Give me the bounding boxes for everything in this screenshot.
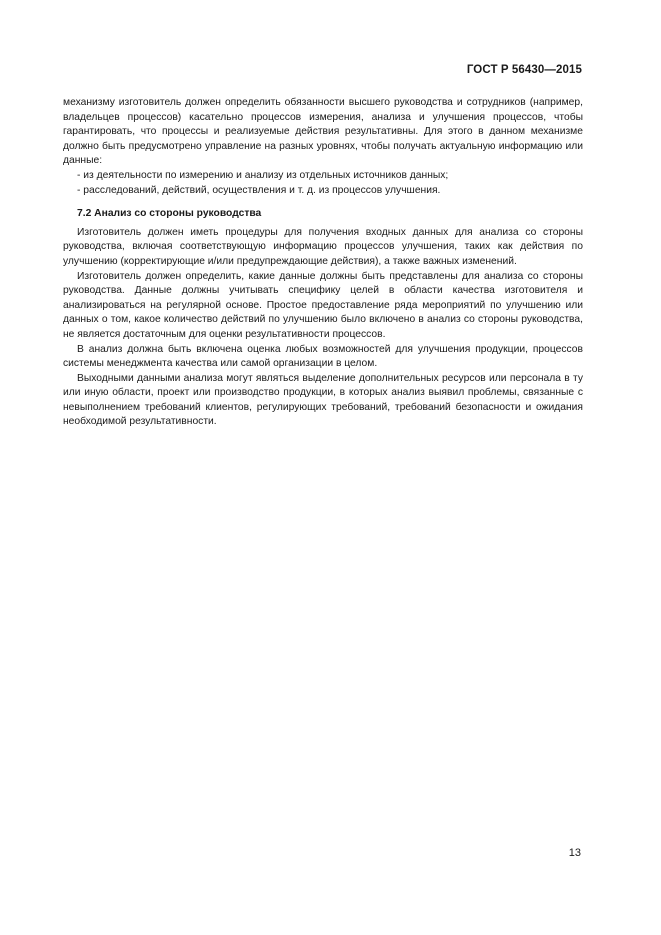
section-paragraph: Изготовитель должен определить, какие данные должны быть представлены для анализа со стороны руководства. Данные должны учитывать специфику целей в области качества изготовителя и анализироваться на регулярной основе. Простое предоставление ряда мероприятий по улучшению или данных о том, какое количество действий по улучшению было включено в анализ со стороны руководства, не является достаточным для оценки результативности процессов.: [63, 270, 583, 340]
list-item: - из деятельности по измерению и анализу из отдельных источников данных;: [77, 169, 449, 181]
section-paragraph: В анализ должна быть включена оценка любых возможностей для улучшения продукции, процессов системы менеджмента качества или самой организации в целом.: [63, 343, 583, 370]
data-sources-list: [63, 169, 583, 198]
document-code-header: ГОСТ Р 56430—2015: [466, 64, 582, 76]
intro-paragraph: механизму изготовитель должен определить обязанности высшего руководства и сотрудников (например, владельцев процессов) касательно процессов измерения, анализа и улучшения процессов, чтобы гарантировать, что процессы и реализуемые действия результативны. Для этого в данном механизме должно быть предусмотрено управление на разных уровнях, чтобы получать актуальную информацию или данные:: [63, 97, 583, 167]
page-number: 13: [568, 847, 581, 859]
list-item: - расследований, действий, осуществления и т. д. из процессов улучшения.: [77, 184, 441, 196]
section-heading: 7.2 Анализ со стороны руководства: [77, 208, 262, 220]
document-body: [63, 96, 583, 430]
section-paragraph: Изготовитель должен иметь процедуры для получения входных данных для анализа со стороны руководства, включая соответствующую информацию процессов улучшения, таких как действия по улучшению (корректирующие и/или предупреждающие действия), а также важных изменений.: [63, 226, 583, 267]
section-paragraph: Выходными данными анализа могут являться выделение дополнительных ресурсов или персонала в ту или иную области, проект или производство продукции, в которых анализ выявил проблемы, связанные с невыполнением требований клиентов, регулирующих требований, требований безопасности и ожидания необходимой результативности.: [63, 372, 583, 428]
